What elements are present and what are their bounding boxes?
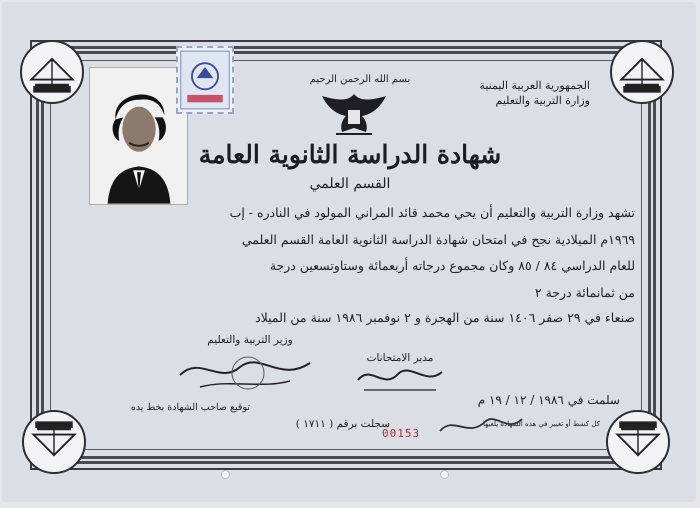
certificate-line-5: صنعاء في ٢٩ صفر ١٤٠٦ سنة من الهجرة و ٢ نوفمبر ١٩٨٦ سنة من الميلاد — [255, 310, 635, 325]
certificate-section: القسم العلمي — [309, 176, 391, 192]
ministry-header — [455, 78, 590, 108]
ministry-name: وزارة التربية والتعليم — [495, 94, 590, 107]
corner-book-emblem-icon — [606, 410, 670, 474]
minister-signature — [170, 345, 320, 395]
registration-number: سجلت برقم ( ١٧١١ ) — [295, 418, 390, 430]
revenue-stamp — [176, 46, 234, 114]
holder-signature-label: توقيع صاحب الشهادة بخط يده — [130, 402, 250, 413]
punch-hole — [440, 470, 449, 479]
minister-signature-label: وزير التربية والتعليم — [207, 334, 293, 346]
certificate-line-2: ١٩٦٩م الميلادية نجح في امتحان شهادة الدراسة الثانوية العامة القسم العلمي — [241, 232, 635, 247]
issue-date: سلمت في ١٩٨٦ / ١٢ / ١٩ م — [477, 393, 620, 407]
director-signature — [350, 360, 450, 396]
tamper-warning-note: كل كشط أو تغيير في هذه الشهادة يلغيها — [483, 420, 600, 428]
certificate-title: شهادة الدراسة الثانوية العامة — [198, 140, 502, 169]
corner-book-emblem-icon — [22, 410, 86, 474]
basmala-text: بسم الله الرحمن الرحيم — [309, 74, 411, 85]
holder-photo — [89, 67, 188, 205]
corner-book-emblem-icon — [20, 40, 84, 104]
certificate-line-4: من ثمانمائة درجة ٢ — [534, 285, 635, 300]
serial-number: 00153 — [382, 427, 421, 440]
issuer-signature — [430, 405, 530, 445]
republic-name: الجمهورية العربية اليمنية — [479, 79, 590, 92]
eagle-emblem-icon — [318, 88, 390, 138]
director-signature-label: مدير الامتحانات — [366, 352, 434, 364]
punch-hole — [221, 470, 230, 479]
certificate-line-1: تشهد وزارة التربية والتعليم أن يحي محمد قائد المراني المولود في النادره - إب — [229, 205, 635, 220]
certificate-line-3: للعام الدراسي ٨٤ / ٨٥ وكان مجموع درجاته أربعمائة وستاوتسعين درجة — [269, 258, 635, 273]
corner-book-emblem-icon — [610, 40, 674, 104]
